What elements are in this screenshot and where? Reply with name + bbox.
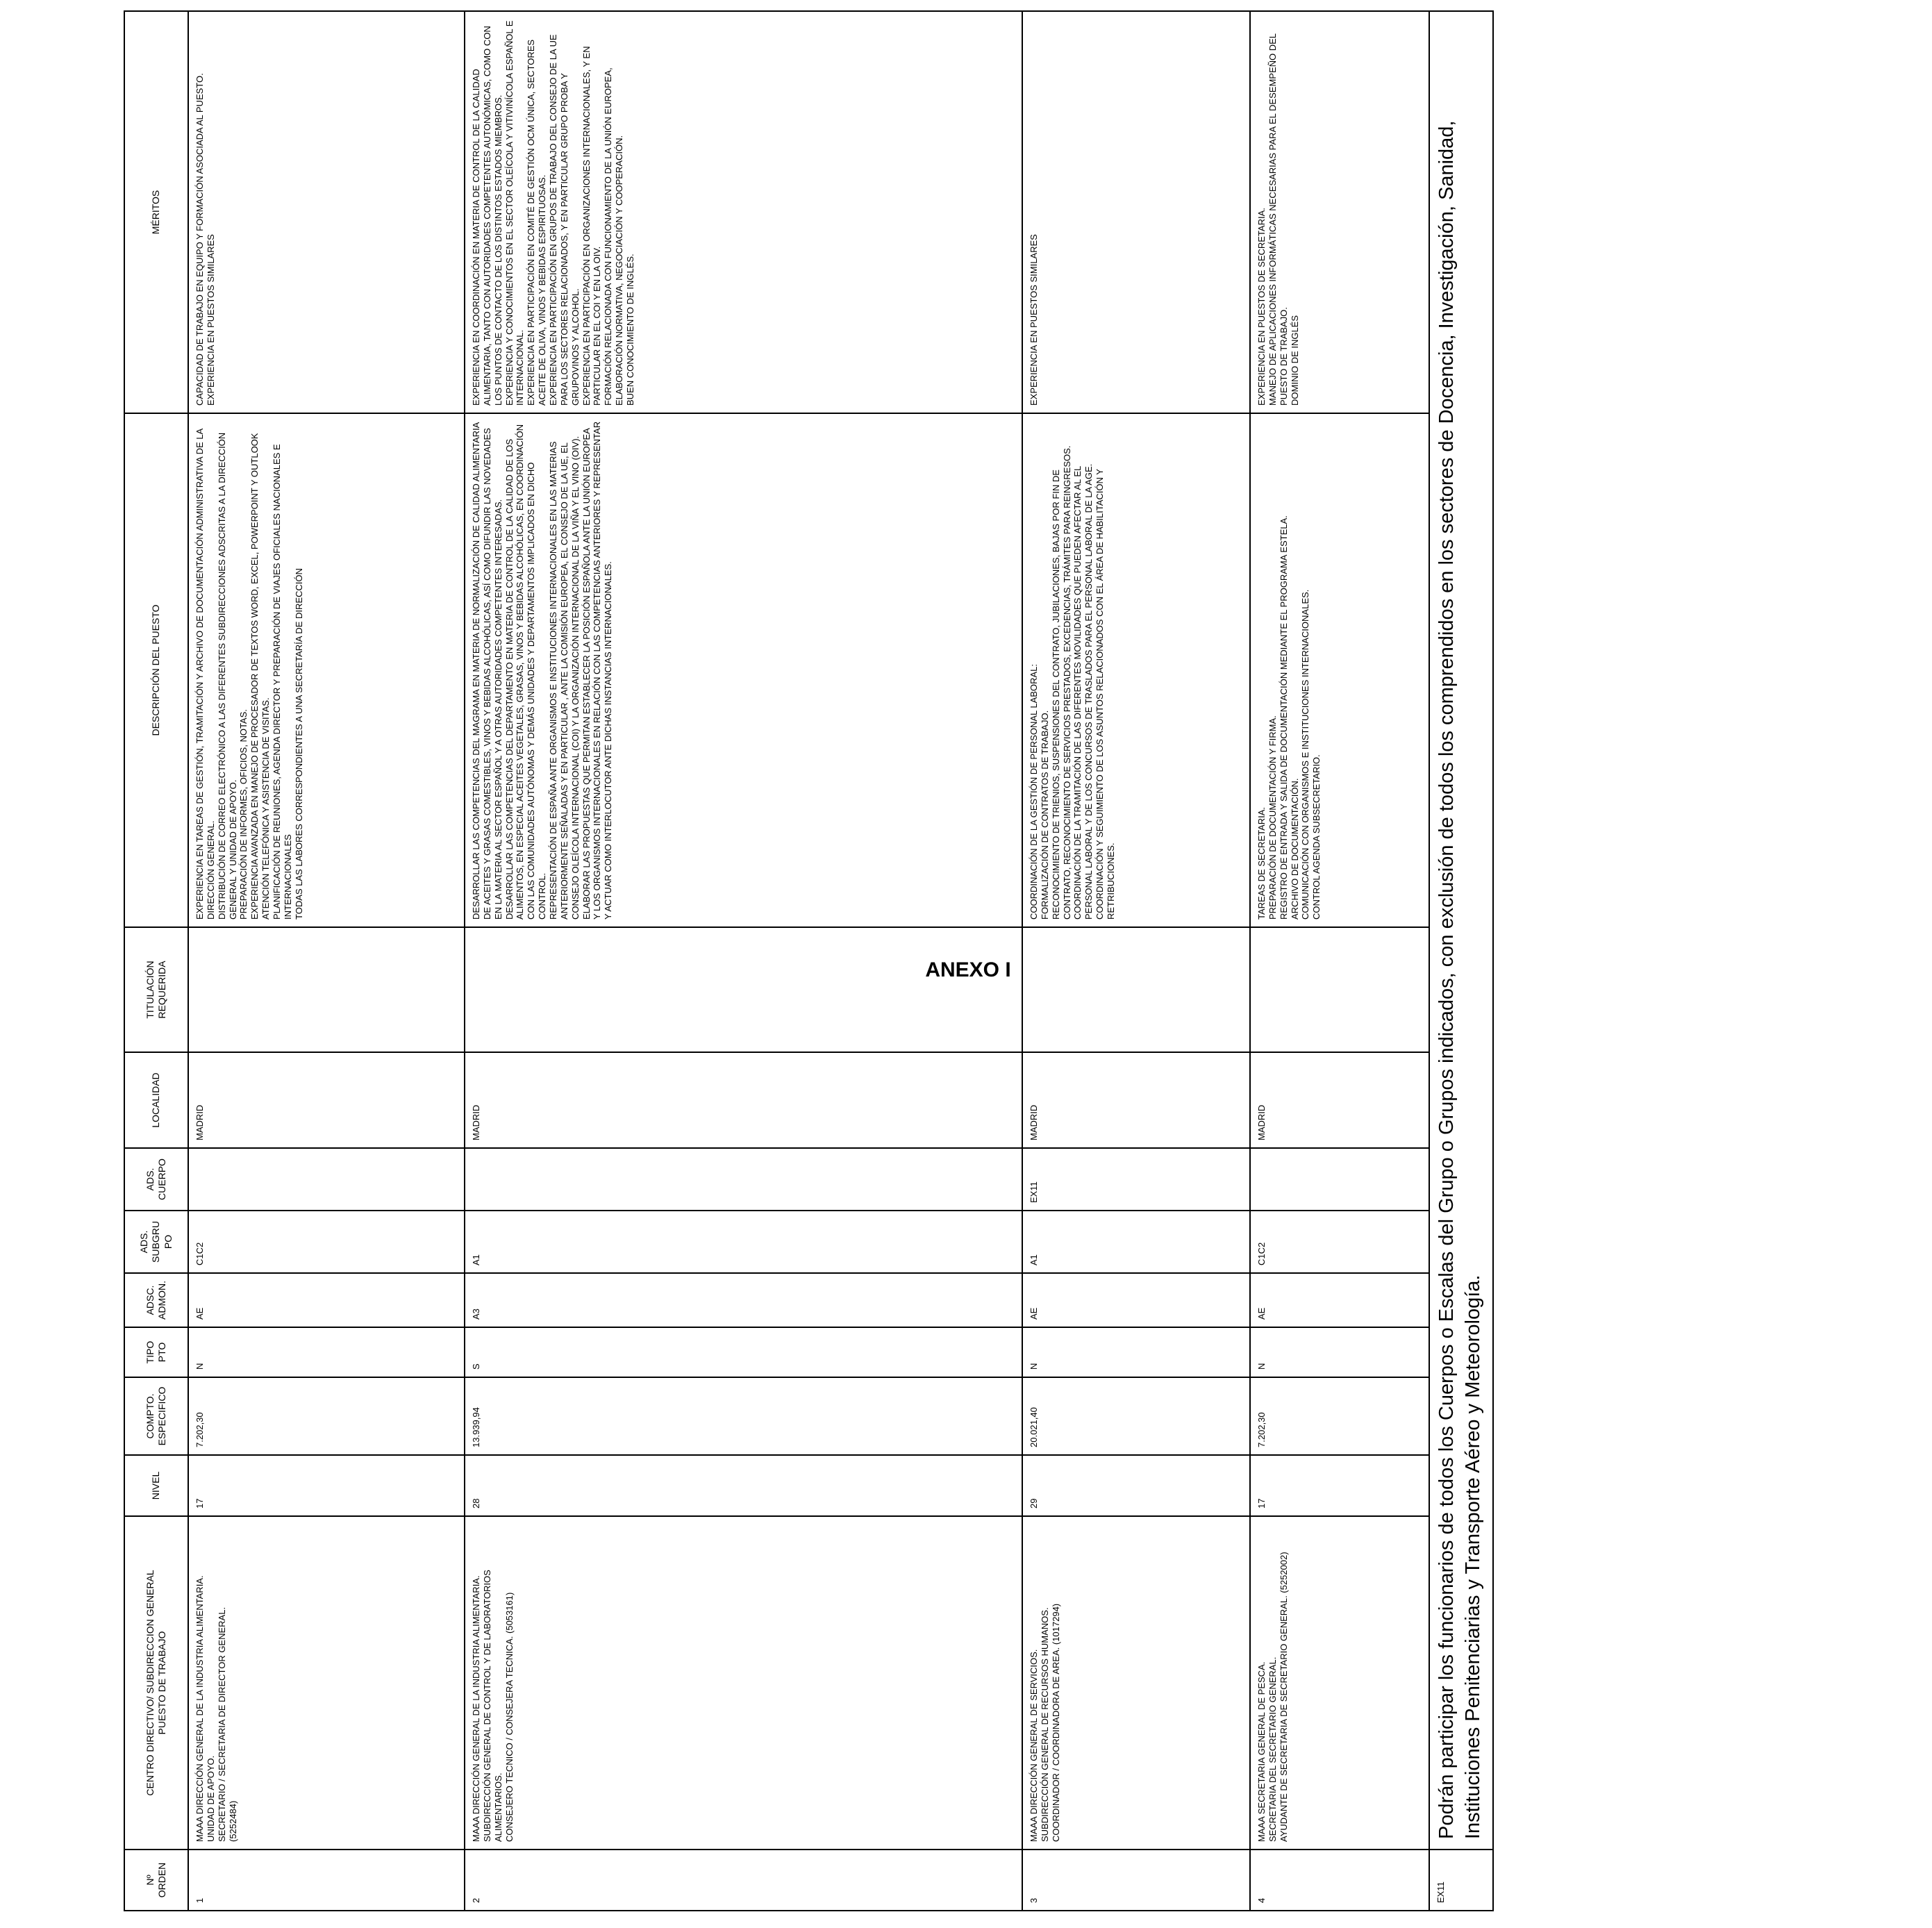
cell-orden: 1	[188, 1850, 465, 1911]
cell-nivel: 17	[188, 1455, 465, 1516]
cell-centro: MAAA DIRECCIÓN GENERAL DE LA INDUSTRIA ALIMENTARIA. UNIDAD DE APOYO. SECRETARIO / SECRETARIA DE DIRECTOR GENERAL. (5252484)	[188, 1516, 465, 1850]
header-ads-cuerpo: ADS. CUERPO	[124, 1148, 188, 1211]
cell-ads-subgrupo: C1C2	[1250, 1211, 1429, 1273]
cell-tipo: N	[1022, 1327, 1250, 1377]
footer-note: Podrán participar los funcionarios de todos los Cuerpos o Escalas del Grupo o Grupos indicados, con exclusión de todos los comprendidos en los sectores de Docencia, Investigación, Sanidad, Instituciones Penitenciarias y Transporte Aéreo y Meteorología.	[1429, 11, 1493, 1850]
cell-orden: 2	[465, 1850, 1022, 1911]
cell-descripcion: EXPERIENCIA EN TAREAS DE GESTIÓN, TRAMITACIÓN Y ARCHIVO DE DOCUMENTACIÓN ADMINISTRATIVA DE LA DIRECCIÓN GENERAL. DISTRIBUCIÓN DE CORREO ELECTRÓNICO A LAS DIFERENTES SUBDIRECCIONES ADSCRITAS A LA DIRECCIÓN GENERAL Y UNIDAD DE APOYO. PREPARACIÓN DE INFORMES, OFICIOS, NOTAS. EXPERIENCIA AVANZADA EN MANEJO DE PROCESADOR DE TEXTOS WORD, EXCEL, POWERPOINT Y OUTLOOK ATENCIÓN TELEFÓNICA Y ASISTENCIA DE VISITAS. PLANIFICACIÓN DE REUNIONES, AGENDA DIRECTOR Y PREPARACIÓN DE VIAJES OFICIALES NACIONALES E INTERNACIONALES TODAS LAS LABORES CORRESPONDIENTES A UNA SECRETARÍA DE DIRECCIÓN	[188, 413, 465, 927]
cell-adsc-admon: AE	[1250, 1273, 1429, 1327]
header-ads-subgrupo: ADS. SUBGRUPO	[124, 1211, 188, 1273]
cell-ads-cuerpo: EX11	[1022, 1148, 1250, 1211]
header-orden: Nº ORDEN	[124, 1850, 188, 1911]
cell-adsc-admon: AE	[188, 1273, 465, 1327]
cell-adsc-admon: A3	[465, 1273, 1022, 1327]
cell-localidad: MADRID	[465, 1052, 1022, 1148]
cell-ads-cuerpo	[465, 1148, 1022, 1211]
header-localidad: LOCALIDAD	[124, 1052, 188, 1148]
header-adsc-admon: ADSC. ADMON.	[124, 1273, 188, 1327]
cell-localidad: MADRID	[1022, 1052, 1250, 1148]
table-row	[188, 11, 465, 1911]
cell-meritos: EXPERIENCIA EN COORDINACIÓN EN MATERIA DE CONTROL DE LA CALIDAD ALIMENTARIA, TANTO CON AUTORIDADES COMPETENTES AUTONÓMICAS, COMO CON LOS PUNTOS DE CONTACTO DE LOS DISTINTOS ESTADOS MIEMBROS. EXPERIENCIA Y CONOCIMIENTOS EN EL SECTOR OLEÍCOLA Y VITIVINÍCOLA ESPAÑOL E INTERNACIONAL. EXPERIENCIA EN PARTICIPACIÓN EN COMITÉ DE GESTIÓN OCM ÚNICA, SECTORES ACEITE DE OLIVA, VINOS Y BEBIDAS ESPIRITUOSAS. EXPERIENCIA EN PARTICIPACIÓN EN GRUPOS DE TRABAJO DEL CONSEJO DE LA UE PARA LOS SECTORES RELACIONADOS, Y EN PARTICULAR GRUPO PROBA Y GRUPOVINOS Y ALCOHOL. EXPERIENCIA EN PARTICIPACIÓN EN ORGANIZACIONES INTERNACIONALES, Y EN PARTICULAR EN EL COI Y EN LA OIV. FORMACIÓN RELACIONADA CON FUNCIONAMIENTO DE LA UNIÓN EUROPEA, ELABORACIÓN NORMATIVA, NEGOCIACIÓN Y COOPERACIÓN. BUEN CONOCIMIENTO DE INGLÉS.	[465, 11, 1022, 413]
header-row	[124, 11, 188, 1911]
cell-nivel: 28	[465, 1455, 1022, 1516]
rotated-table-container	[124, 12, 1484, 1911]
footer-code: EX11	[1429, 1850, 1493, 1911]
cell-nivel: 29	[1022, 1455, 1250, 1516]
cell-titulacion	[188, 927, 465, 1052]
cell-ads-subgrupo: A1	[1022, 1211, 1250, 1273]
cell-titulacion	[1022, 927, 1250, 1052]
cell-tipo: S	[465, 1327, 1022, 1377]
cell-ads-cuerpo	[1250, 1148, 1429, 1211]
cell-localidad: MADRID	[1250, 1052, 1429, 1148]
header-descripcion: DESCRIPCIÓN DEL PUESTO	[124, 413, 188, 927]
cell-meritos: CAPACIDAD DE TRABAJO EN EQUIPO Y FORMACIÓN ASOCIADA AL PUESTO. EXPERIENCIA EN PUESTOS SIMILARES	[188, 11, 465, 413]
table-row	[1022, 11, 1250, 1911]
cell-nivel: 17	[1250, 1455, 1429, 1516]
header-nivel: NIVEL	[124, 1455, 188, 1516]
footer-row	[1429, 11, 1493, 1911]
cell-localidad: MADRID	[188, 1052, 465, 1148]
cell-meritos: EXPERIENCIA EN PUESTOS SIMILARES	[1022, 11, 1250, 413]
header-meritos: MÉRITOS	[124, 11, 188, 413]
page-title: ANEXO I	[925, 958, 1011, 981]
cell-compto: 20.021,40	[1022, 1377, 1250, 1455]
table-row	[1250, 11, 1429, 1911]
cell-descripcion: DESARROLLAR LAS COMPETENCIAS DEL MAGRAMA EN MATERIA DE NORMALIZACIÓN DE CALIDAD ALIMENTARIA DE ACEITES Y GRASAS COMESTIBLES, VINOS Y BEBIDAS ALCOHÓLICAS, ASÍ COMO DIFUNDIR LAS NOVEDADES EN LA MATERIA AL SECTOR ESPAÑOL Y A OTRAS AUTORIDADES COMPETENTES INTERESADAS. DESARROLLAR LAS COMPETENCIAS DEL DEPARTAMENTO EN MATERIA DE CONTROL DE LA CALIDAD DE LOS ALIMENTOS, EN ESPECIAL ACEITES VEGETALES, GRASAS, VINOS Y BEBIDAS ALCOHÓLICAS, EN COORDINACIÓN CON LAS COMUNIDADES AUTÓNOMAS Y DEMÁS UNIDADES Y DEPARTAMENTOS IMPLICADOS EN DICHO CONTROL. REPRESENTACIÓN DE ESPAÑA ANTE ORGANISMOS E INSTITUCIONES INTERNACIONALES EN LAS MATERIAS ANTERIORMENTE SEÑALADAS Y EN PARTICULAR , ANTE LA COMISIÓN EUROPEA, EL CONSEJO DE LA UE, EL CONSEJO OLEÍCOLA INTERNACIONAL (COI) Y LA ORGANIZACIÓN INTERNACIONAL DE LA VIÑA Y EL VINO (OIV). ELABORAR LAS PROPUESTAS QUE PERMITAN ESTABLECER LA POSICIÓN ESPAÑOLA ANTE LA UNIÓN EUROPEA Y LOS ORGANISMOS INTERNACIONALES EN RELACIÓN CON LAS COMPETENCIAS ANTERIORES Y REPRESENTAR Y ACTUAR COMO INTERLOCUTOR ANTE DICHAS INSTANCIAS INTERNACIONALES.	[465, 413, 1022, 927]
cell-ads-subgrupo: A1	[465, 1211, 1022, 1273]
cell-ads-subgrupo: C1C2	[188, 1211, 465, 1273]
positions-table	[124, 10, 1494, 1911]
cell-compto: 7.202,30	[188, 1377, 465, 1455]
cell-tipo: N	[1250, 1327, 1429, 1377]
cell-compto: 7.202,30	[1250, 1377, 1429, 1455]
cell-adsc-admon: AE	[1022, 1273, 1250, 1327]
header-titulacion: TITULACIÓN REQUERIDA	[124, 927, 188, 1052]
cell-tipo: N	[188, 1327, 465, 1377]
cell-orden: 4	[1250, 1850, 1429, 1911]
cell-compto: 13.939,94	[465, 1377, 1022, 1455]
cell-titulacion	[1250, 927, 1429, 1052]
cell-centro: MAAA DIRECCIÓN GENERAL DE LA INDUSTRIA ALIMENTARIA. SUBDIRECCIÓN GENERAL DE CONTROL Y DE LABORATORIOS ALIMENTARIOS. CONSEJERO TECNICO / CONSEJERA TECNICA. (5053161)	[465, 1516, 1022, 1850]
header-centro: CENTRO DIRECTIVO/ SUBDIRECCION GENERAL PUESTO DE TRABAJO	[124, 1516, 188, 1850]
cell-ads-cuerpo	[188, 1148, 465, 1211]
header-tipo: TIPO PTO	[124, 1327, 188, 1377]
cell-meritos: EXPERIENCIA EN PUESTOS DE SECRETARIA. MANEJO DE APLICACIONES INFORMÁTICAS NECESARIAS PARA EL DESEMPEÑO DEL PUESTO DE TRABAJO. DOMINIO DE INGLÉS	[1250, 11, 1429, 413]
header-compto: COMPTO. ESPECIFICO	[124, 1377, 188, 1455]
table-row	[465, 11, 1022, 1911]
cell-descripcion: COORDINACIÓN DE LA GESTIÓN DE PERSONAL LABORAL: FORMALIZACIÓN DE CONTRATOS DE TRABAJO. RECONOCIMIENTO DE TRIENIOS, SUSPENSIONES DEL CONTRATO, JUBILACIONES, BAJAS POR FIN DE CONTRATO, RECONOCIMIENTO DE SERVICIOS PRESTADOS, EXCEDENCIAS, TRÁMITES PARA REINGRESOS. COORDINACIÓN DE LA TRAMITACIÓN DE LAS DIFERENTES MOVILIDADES QUE PUEDEN AFECTAR AL EL PERSONAL LABORAL Y DE LOS CONCURSOS DE TRASLADOS PARA EL PERSONAL LABORAL DE LA AGE. COORDINACIÓN Y SEGUIMIENTO DE LOS ASUNTOS RELACIONADOS CON EL ÁREA DE HABILITACIÓN Y RETRIBUCIONES.	[1022, 413, 1250, 927]
cell-centro: MAAA DIRECCIÓN GENERAL DE SERVICIOS. SUBDIRECCIÓN GENERAL DE RECURSOS HUMANOS. COORDINADOR / COORDINADORA DE AREA. (1017294)	[1022, 1516, 1250, 1850]
cell-orden: 3	[1022, 1850, 1250, 1911]
cell-descripcion: TAREAS DE SECRETARIA. PREPARACIÓN DE DOCUMENTACIÓN Y FIRMA. REGISTRO DE ENTRADA Y SALIDA DE DOCUMENTACIÓN MEDIANTE EL PROGRAMA ESTELA. ARCHIVO DE DOCUMENTACIÓN. COMUNICACIÓN CON ORGANISMOS E INSTITUCIONES INTERNACIONALES. CONTROL AGENDA SUBSECRETARIO.	[1250, 413, 1429, 927]
cell-centro: MAAA SECRETARIA GENERAL DE PESCA. SECRETARIA DEL SECRETARIO GENERAL. AYUDANTE DE SECRETARIA DE SECRETARIO GENERAL. (5252002)	[1250, 1516, 1429, 1850]
cell-titulacion	[465, 927, 1022, 1052]
